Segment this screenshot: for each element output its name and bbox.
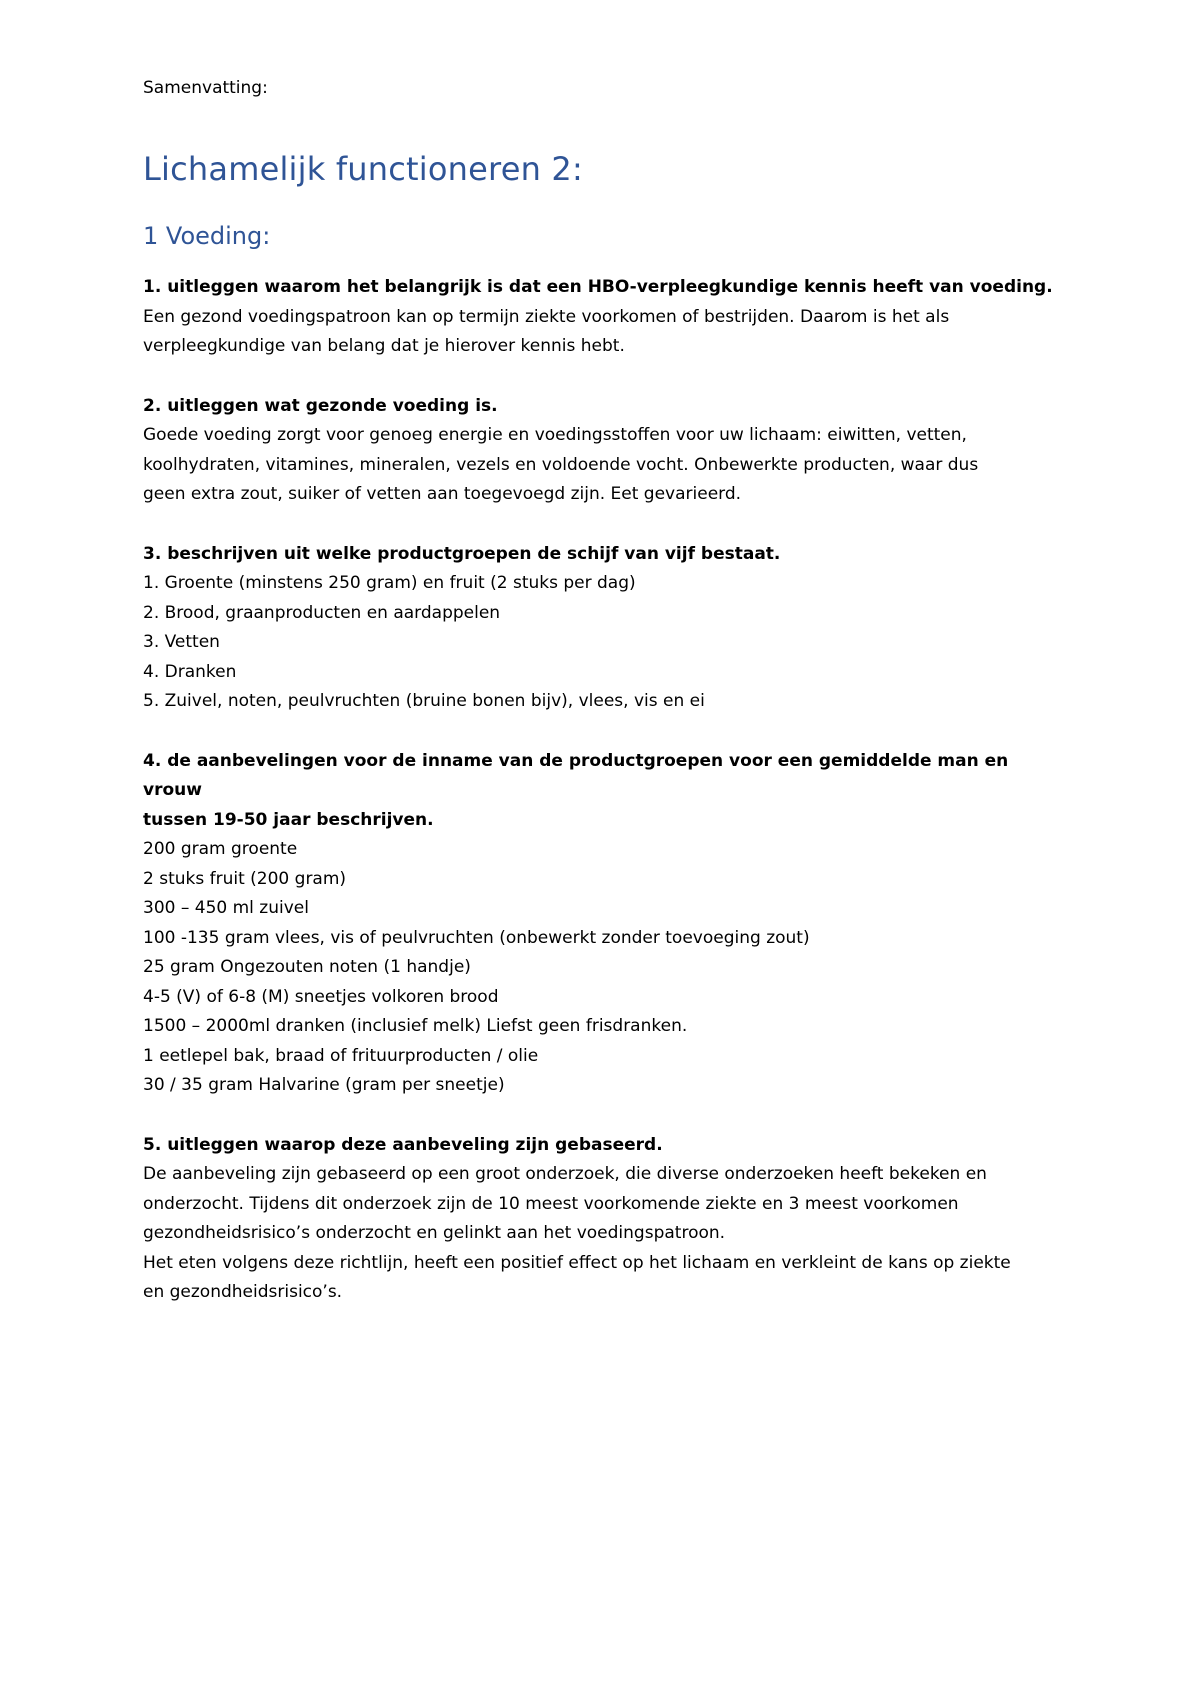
- section-3: [143, 540, 1073, 717]
- recommendation-item: 200 gram groente: [143, 839, 298, 859]
- answer-line: onderzocht. Tijdens dit onderzoek zijn de 10 meest voorkomende ziekte en 3 meest voorkomen: [143, 1193, 959, 1214]
- question-2: 2. uitleggen wat gezonde voeding is.: [143, 395, 498, 416]
- recommendation-item: 100 -135 gram vlees, vis of peulvruchten (onbewerkt zonder toevoeging zout): [143, 927, 810, 948]
- section-5: [143, 1131, 1073, 1308]
- list-item: 2. Brood, graanproducten en aardappelen: [143, 602, 501, 623]
- document-kicker: Samenvatting:: [143, 78, 268, 98]
- list-item: 3. Vetten: [143, 632, 220, 652]
- answer-line: koolhydraten, vitamines, mineralen, vezels en voldoende vocht. Onbewerkte producten, waar dus: [143, 454, 979, 475]
- list-item: 5. Zuivel, noten, peulvruchten (bruine bonen bijv), vlees, vis en ei: [143, 691, 705, 711]
- recommendation-item: 25 gram Ongezouten noten (1 handje): [143, 957, 471, 977]
- recommendation-item: 4-5 (V) of 6-8 (M) sneetjes volkoren brood: [143, 986, 499, 1007]
- recommendation-item: 2 stuks fruit (200 gram): [143, 868, 347, 889]
- section-2: [143, 392, 1073, 510]
- answer-line: De aanbeveling zijn gebaseerd op een groot onderzoek, die diverse onderzoeken heeft bekeken en: [143, 1164, 987, 1184]
- recommendation-item: 300 – 450 ml zuivel: [143, 898, 309, 918]
- answer-line: Een gezond voedingspatroon kan op termijn ziekte voorkomen of bestrijden. Daarom is het als: [143, 306, 950, 327]
- answer-line: gezondheidsrisico’s onderzocht en gelinkt aan het voedingspatroon.: [143, 1223, 726, 1243]
- answer-line: Het eten volgens deze richtlijn, heeft een positief effect op het lichaam en verkleint de kans op ziekte: [143, 1252, 1011, 1273]
- section-4: [143, 747, 1073, 1101]
- document-title: Lichamelijk functioneren 2:: [143, 150, 583, 188]
- question-4-continued: tussen 19-50 jaar beschrijven.: [143, 809, 434, 830]
- document-body: [143, 76, 1073, 1308]
- section-1: [143, 273, 1073, 362]
- answer-line: verpleegkundige van belang dat je hierover kennis hebt.: [143, 336, 625, 356]
- question-5: 5. uitleggen waarop deze aanbeveling zijn gebaseerd.: [143, 1134, 663, 1155]
- answer-line: geen extra zout, suiker of vetten aan toegevoegd zijn. Eet gevarieerd.: [143, 484, 742, 504]
- recommendation-item: 1 eetlepel bak, braad of frituurproducten / olie: [143, 1045, 539, 1066]
- recommendation-item: 30 / 35 gram Halvarine (gram per sneetje): [143, 1075, 505, 1095]
- question-4: 4. de aanbevelingen voor de inname van de productgroepen voor een gemiddelde man en vrouw: [143, 750, 1009, 800]
- recommendation-item: 1500 – 2000ml dranken (inclusief melk) Liefst geen frisdranken.: [143, 1016, 688, 1036]
- question-1: 1. uitleggen waarom het belangrijk is dat een HBO-verpleegkundige kennis heeft van voeding.: [143, 277, 1053, 297]
- answer-line: Goede voeding zorgt voor genoeg energie en voedingsstoffen voor uw lichaam: eiwitten, vetten,: [143, 425, 967, 445]
- list-item: 4. Dranken: [143, 661, 237, 682]
- question-3: 3. beschrijven uit welke productgroepen de schijf van vijf bestaat.: [143, 543, 781, 564]
- chapter-heading: 1 Voeding:: [143, 222, 271, 250]
- list-item: 1. Groente (minstens 250 gram) en fruit (2 stuks per dag): [143, 573, 636, 593]
- answer-line: en gezondheidsrisico’s.: [143, 1282, 343, 1302]
